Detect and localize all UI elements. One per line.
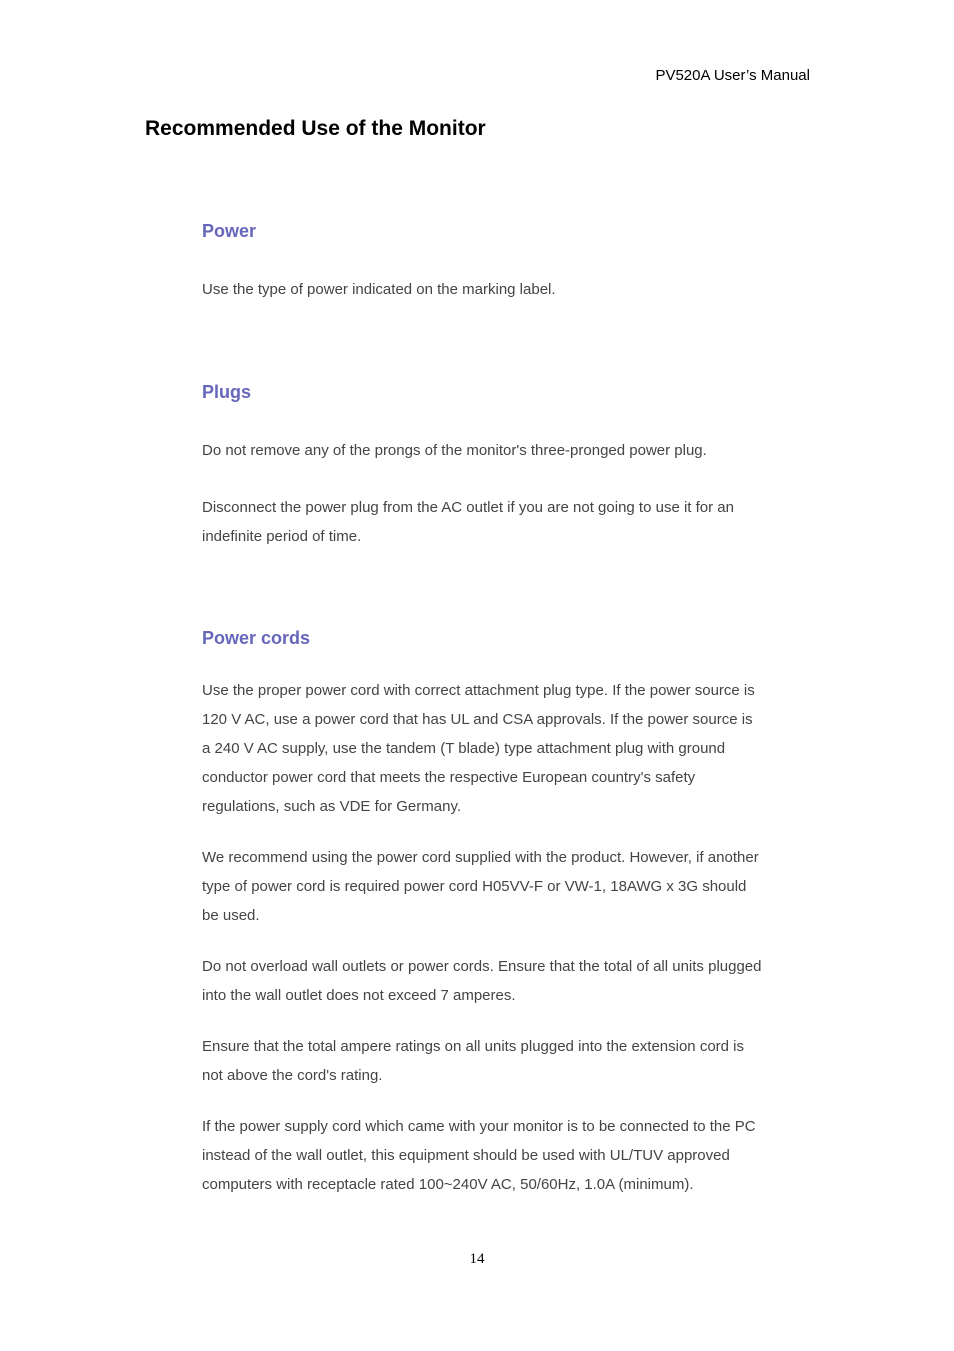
paragraph: Ensure that the total ampere ratings on all units plugged into the extension cord is not above the cord's rating.: [202, 1038, 744, 1084]
section-heading-power: Power: [202, 221, 257, 241]
paragraph: We recommend using the power cord supplied with the product. However, if another type of power cord is required power cord H05VV-F or VW-1, 18AWG x 3G should be used.: [202, 849, 759, 924]
running-header: PV520A User’s Manual: [655, 67, 810, 84]
section-heading-plugs: Plugs: [202, 382, 252, 402]
section-heading-power-cords: Power cords: [202, 628, 311, 648]
page-number: 14: [469, 1251, 485, 1267]
paragraph: If the power supply cord which came with your monitor is to be connected to the PC instead of the wall outlet, this equipment should be used with UL/TUV approved computers with receptacle rated 100~240V AC, 50/60Hz, 1.0A (minimum).: [202, 1118, 756, 1193]
paragraph: Use the type of power indicated on the marking label.: [202, 281, 556, 298]
paragraph: Do not remove any of the prongs of the monitor's three-pronged power plug.: [202, 442, 707, 459]
paragraph: Use the proper power cord with correct attachment plug type. If the power source is 120 V AC, use a power cord that has UL and CSA approvals. If the power source is a 240 V AC supply, use the tandem (T blade) type attachment plug with ground conductor power cord that meets the respective European country's safety regulations, such as VDE for Germany.: [202, 682, 755, 815]
paragraph: Do not overload wall outlets or power cords. Ensure that the total of all units plugged into the wall outlet does not exceed 7 amperes.: [202, 958, 762, 1004]
paragraph: Disconnect the power plug from the AC outlet if you are not going to use it for an indefinite period of time.: [202, 499, 734, 545]
page-title: Recommended Use of the Monitor: [145, 117, 486, 140]
